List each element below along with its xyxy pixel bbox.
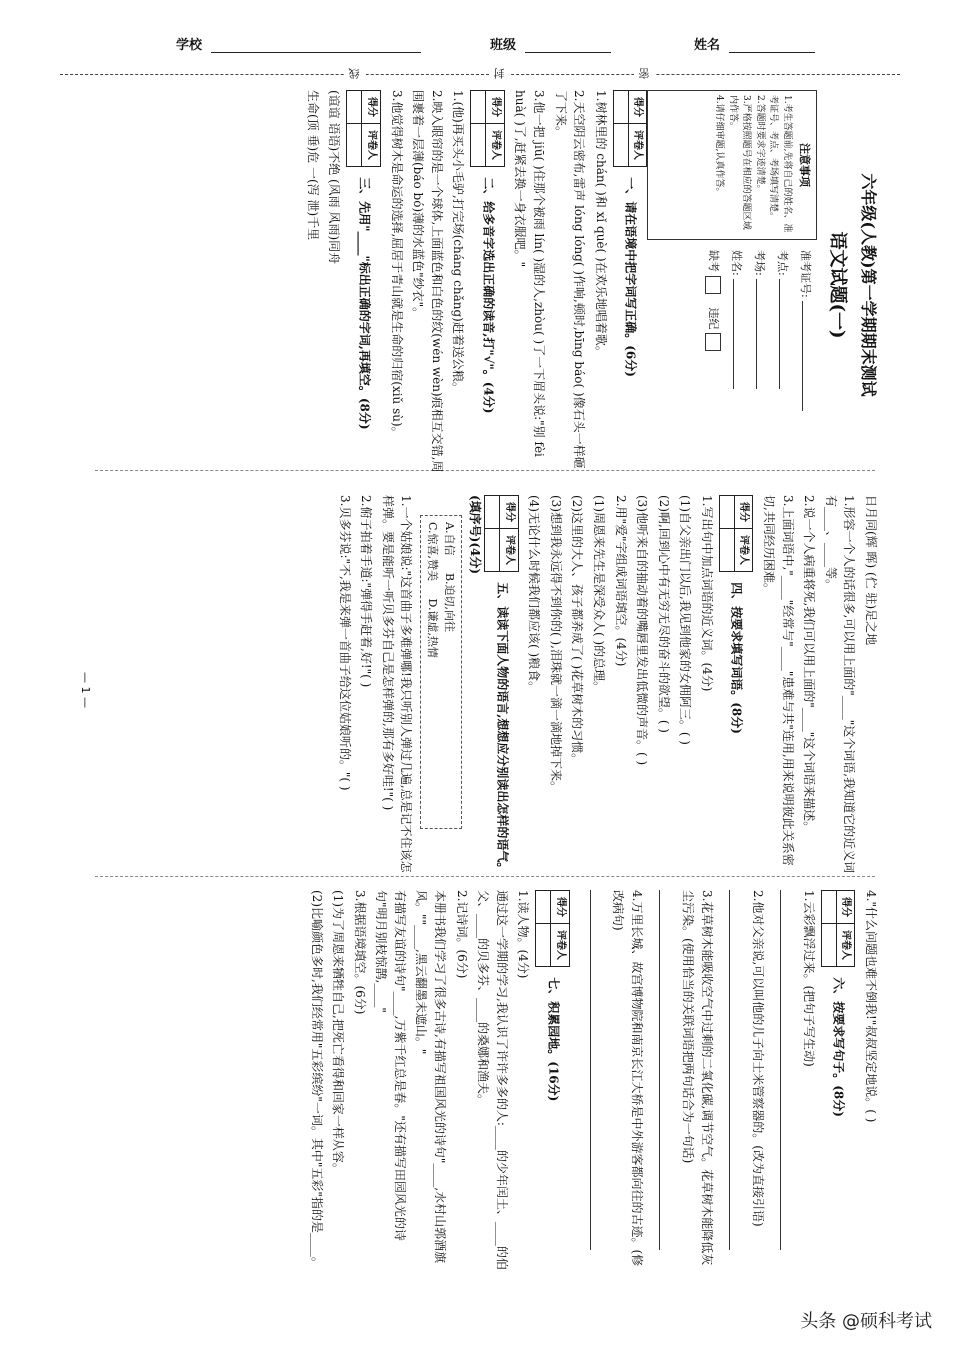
column-1 (90, 90, 880, 480)
question: (1)为了周恩来牺牲自己,把死亡看得和回家一样从容。 (331, 890, 346, 1175)
absent-label: 缺考 (706, 250, 720, 272)
score-table (821, 890, 856, 967)
question: (谊谊 语语)不绝 (风雨 风雨)同舟 (327, 90, 342, 265)
question: 2.他对父亲说,可以叫他的儿子向士米管察器的。(改为直接引语) (750, 890, 765, 1227)
score-table (484, 495, 519, 572)
score-label: 得分 (486, 91, 505, 124)
grader-label: 评卷人 (836, 924, 855, 967)
watermark: 头条 @硕科考试 (800, 1311, 932, 1332)
notice-item: 3.严格按照题号在相应的答题区域内作答。 (727, 95, 752, 230)
score-cell[interactable] (536, 891, 551, 924)
question: 4.万里长城、故宫博物院和南京长江大桥是中外游客都向往的古迹。(修改病句) (611, 890, 644, 1267)
section-6-heading (821, 890, 856, 1270)
question: 本册书我们学习了很多古诗,有描写祖国风光的诗句"____,水村山郭酒旗风。""____,黑云翻墨未遮山。" (414, 890, 448, 1264)
score-label: 得分 (551, 891, 570, 924)
question: 生命(顶 垂)危 一(泻 泄)千里 (305, 90, 320, 241)
grader-label: 评卷人 (500, 529, 519, 572)
grader-label: 评卷人 (486, 124, 505, 167)
question: (1)周恩来先生是深受众人( )的总理。 (591, 495, 606, 694)
notice-box (647, 90, 817, 240)
name-line[interactable] (729, 38, 815, 53)
score-label: 得分 (836, 891, 855, 924)
room-input[interactable] (756, 279, 769, 389)
grader-cell[interactable] (719, 529, 734, 572)
school-label: 学校 (176, 38, 203, 53)
school-field (176, 34, 421, 53)
question: 3.花草树木能吸收空气中过剩的二氧化碳,调节空气。花草树木能降低灰尘污染。(使用恰当的关联词语把两句话合为一句话) (680, 890, 714, 1266)
score-table (470, 90, 505, 167)
section-5-title: 五、读读下面人物的语言,想想应分别读出怎样的语气。(填序号)(4分) (468, 495, 509, 875)
question: (4)无论什么时候我们都应该( )粮食。 (527, 495, 542, 694)
grader-cell[interactable] (485, 529, 500, 572)
question: 通过这一学期的学习,我认识了许许多多的人:____的少年闰土、____的伯父、____的贝多芬、____的桑娜和渔夫。 (476, 890, 509, 1270)
question: 2.说一个人病重将死,我们可以用上面的"____"这个词语来描述。 (802, 495, 817, 834)
answer-line[interactable] (590, 890, 602, 1250)
question: 1.一个姑娘说:"这首曲子多难弹哪!我只听别人弹过几遍,总是记不住该怎样弹。要是能听一听贝多芬自己是怎样弹的,那有多好哇!"( ) (380, 495, 414, 873)
question: 1.(他)再买头小毛驴,打完场(cháng chǎng)赶着送公粮。 (451, 90, 466, 394)
answer-line[interactable] (659, 890, 671, 1250)
section-7-heading (535, 890, 570, 1270)
violation-box[interactable] (705, 333, 721, 351)
column-3 (90, 890, 880, 1270)
violation-label: 违纪 (706, 307, 720, 330)
score-cell[interactable] (347, 91, 362, 124)
section-5-heading (466, 495, 519, 880)
answer-line[interactable] (780, 890, 792, 1250)
question: 2.天空阴云密布,雷声 lóng lóng( )作响,顿时,bīng báo( )像石头一样砸了下来。 (553, 90, 587, 469)
exam-info (702, 250, 817, 480)
section-2-heading (470, 90, 505, 480)
seal-word-2: 封 (489, 68, 511, 79)
section-2-title: 二、给多音字选出正确的读音,打"√"。(4分) (481, 177, 496, 414)
notice-item: 2.答题时要求字迹清楚。 (754, 95, 765, 194)
grader-cell[interactable] (821, 924, 836, 967)
section-3-title: 三、先用"____"标出正确的字词,再填空。(8分) (357, 177, 372, 430)
score-cell[interactable] (471, 91, 486, 124)
question: (2)比喻颜色多时,我们经常用"五彩缤纷"一词。其中"五彩"指的是____。 (309, 890, 324, 1269)
section-7-title: 七、积累园地。(16分) (546, 977, 561, 1102)
section-1-title: 一、请在语境中把字词写正确。(6分) (623, 177, 638, 377)
question: (2)这里的大人、孩子都养成了( )花草树木的习惯。 (570, 495, 585, 766)
question: 1.云彩飘浮过来。(把句子写生动) (801, 890, 816, 1067)
option: C.惊喜,赞美 (426, 522, 440, 582)
score-label: 得分 (628, 91, 647, 124)
question: (1)自父亲出门以后,我见到他家的女佣阿三。( ) (678, 495, 693, 745)
option: B.迫切,向往 (443, 572, 457, 633)
ticket-input[interactable] (802, 301, 815, 411)
grade-title: 六年级(人教)第一学期期末测试 (859, 173, 878, 397)
grader-cell[interactable] (471, 124, 486, 167)
question: 1.树林里的 chán( )和 xǐ què( )在欢乐地唱着歌。 (593, 90, 608, 358)
notice-item: 1.考生答题前,先将自己的姓名、准考证号、考点、考场填写清楚。 (768, 95, 792, 233)
section-1-heading (613, 90, 648, 480)
grader-label: 评卷人 (734, 529, 753, 572)
grader-label: 评卷人 (551, 924, 570, 967)
options-box (420, 515, 462, 829)
question: 4."什么问题也难不倒我!"叔叔坚定地说。( ) (864, 890, 878, 1123)
section-3-heading (346, 90, 381, 480)
site-label: 考点: (776, 250, 790, 276)
section-4-title: 四、按要求填写词语。(8分) (729, 582, 744, 734)
question: 日月同(辉 晖) (伫 驻)足之地 (864, 495, 878, 646)
score-table (535, 890, 570, 967)
question: (3)想到我永远得不到你的( ),泪珠就一滴一滴地掉下来。 (548, 495, 563, 793)
question: 1.读人物。(4分) (516, 890, 531, 979)
class-line[interactable] (525, 38, 611, 53)
grader-cell[interactable] (536, 924, 551, 967)
question: (3)他听来自的抽动着的嘴唇里发出低微的声音。( ) (635, 495, 650, 766)
question: 2.用"爱"字组成词语填空。(4分) (613, 495, 628, 667)
name-field (694, 34, 815, 53)
question: 有描写友谊的诗句"____,万紫千红总是春。"还有描写田园风光的诗句"明月别枝惊鹊,____" (374, 890, 407, 1241)
score-label: 得分 (734, 496, 753, 529)
exam-sheet (80, 90, 880, 1270)
question: 2.映入眼帘的是一个球体,上面蓝色和白色的纹(wén wèn)痕相互交错,周围裹着一层薄(báo bó)薄的水蓝色"纱衣"。 (411, 90, 444, 473)
answer-line[interactable] (729, 890, 741, 1250)
score-cell[interactable] (485, 496, 500, 529)
question: 1.形容一个人的话很多,可以用上面的"____"这个词语,我知道它的近义词有____、____等。 (823, 495, 857, 874)
question: 3.根据语境填空。(6分) (352, 890, 367, 1015)
question: 2.记诗词。(6分) (454, 890, 469, 979)
question: 1.写出句中加点词语的近义词。(4分) (699, 495, 714, 692)
seal-line (60, 74, 900, 75)
question: 3.贝多芬说:"不,我是来弹一首曲子给这位姑娘听的。"( ) (337, 495, 352, 791)
name-label: 姓名 (694, 38, 721, 53)
grader-cell[interactable] (347, 124, 362, 167)
score-label: 得分 (500, 496, 519, 529)
seal-word-1: 线 (344, 68, 366, 79)
absent-box[interactable] (705, 276, 721, 294)
grader-label: 评卷人 (628, 124, 647, 167)
score-table (719, 495, 754, 572)
grader-label: 评卷人 (362, 124, 381, 167)
notice-item: 4.请仔细审题,认真作答。 (714, 95, 725, 197)
exam-name-label: 姓名: (730, 250, 744, 276)
score-cell[interactable] (821, 891, 836, 924)
site-input[interactable] (779, 279, 792, 389)
score-table (346, 90, 381, 167)
subject-title: 语文试题(一) (827, 231, 849, 339)
question: 3.上面词语中,"____"经常与"____"患难与共"连用,用来说明彼此关系密切,共同经历困难。 (762, 495, 795, 866)
question: (2)啊,回到心中有无穷无尽的奋斗的欲望。( ) (656, 495, 671, 733)
exam-name-input[interactable] (733, 279, 746, 389)
score-cell[interactable] (719, 496, 734, 529)
section-6-title: 六、按要求写句子。(8分) (831, 977, 846, 1117)
school-line[interactable] (211, 38, 421, 53)
room-label: 考场: (753, 250, 767, 276)
seal-word-3: 密 (634, 68, 656, 79)
option: A.自信 (443, 522, 457, 556)
notice-title: 注意事项 (798, 143, 812, 187)
column-2 (90, 495, 880, 880)
question: 3.他一把 jiū( )住那个被雨 lín( )湿的人,zhòu( )了一下眉头说:"别 fèi huà( )了,赶紧去换一身衣服吧。" (513, 90, 547, 457)
ticket-label: 准考证号: (799, 250, 813, 298)
option: D.谦虚,热情 (426, 598, 440, 658)
section-4-heading (719, 495, 754, 880)
question: 2.俯子拍着手道:"弹得手赶着,好!"( ) (359, 495, 374, 688)
page-number: — 1 — (79, 672, 92, 708)
score-label: 得分 (362, 91, 381, 124)
class-label: 班级 (490, 38, 517, 53)
score-cell[interactable] (613, 91, 628, 124)
question: 3.他觉得树木是命运的选择,屈居于青山就是生命的归宿(xiǔ sù)。 (389, 90, 404, 439)
grader-cell[interactable] (613, 124, 628, 167)
score-table (613, 90, 648, 167)
class-field (490, 34, 611, 53)
